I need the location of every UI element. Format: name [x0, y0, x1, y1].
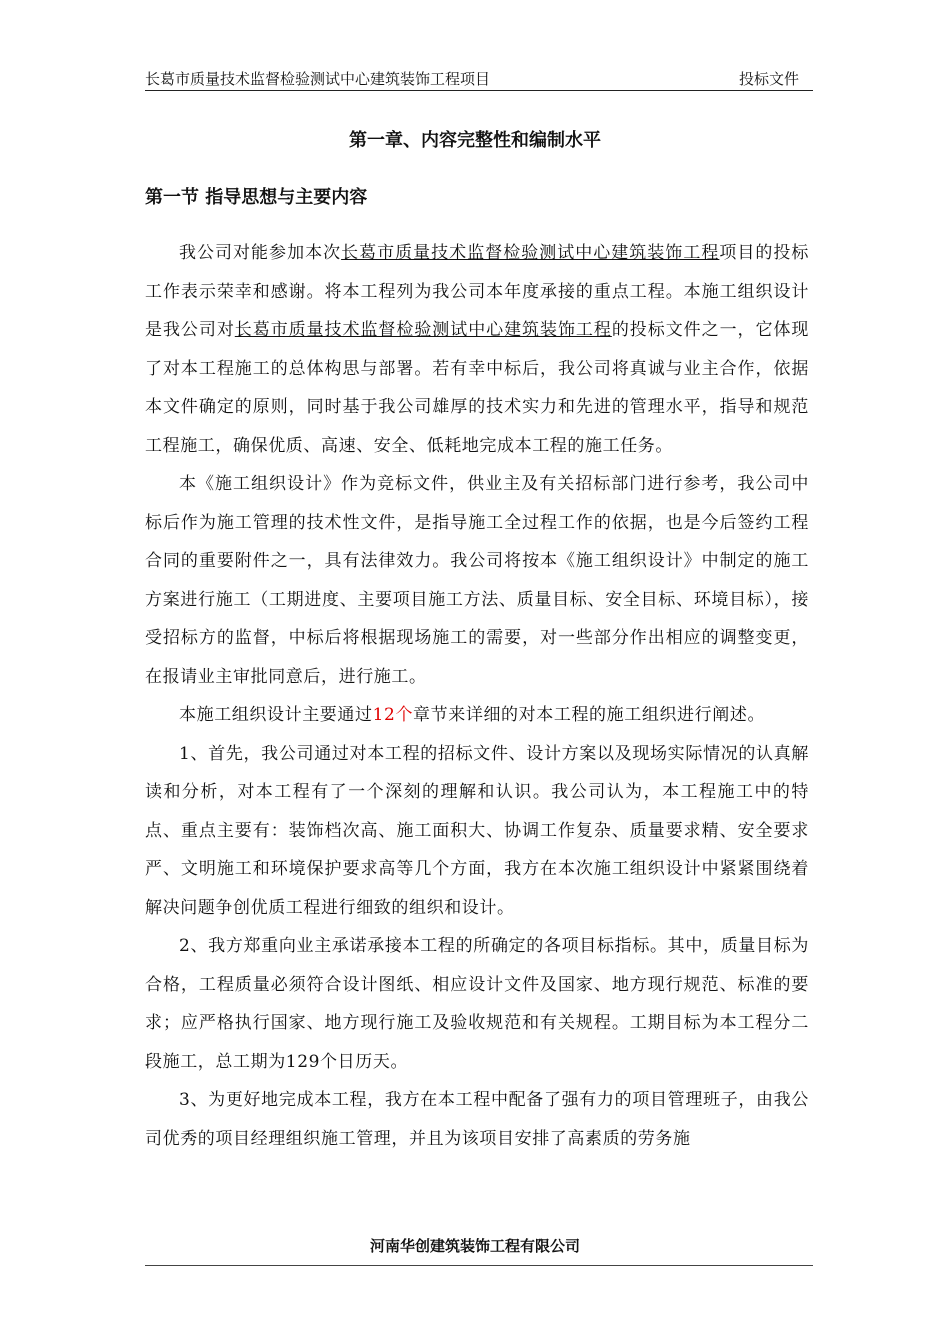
- paragraph-text: 我公司对能参加本次: [179, 243, 342, 263]
- chapter-count-highlight: 12个: [372, 705, 414, 725]
- paragraph-text: 项目的投标工作表示荣幸和感谢。将本工程列为我公司本年度承接的重点工程。本施工组织设计是我公司对: [145, 243, 810, 340]
- paragraph-item-1: 1、首先，我公司通过对本工程的招标文件、设计方案以及现场实际情况的认真解读和分析，对本工程有了一个深刻的理解和认识。我公司认为，本工程施工中的特点、重点主要有：装饰档次高、施工面积大、协调工作复杂、质量要求精、安全要求严、文明施工和环境保护要求高等几个方面，我方在本次施工组织设计中紧紧围绕着解决问题争创优质工程进行细致的组织和设计。: [145, 743, 809, 918]
- paragraph-intro: [145, 234, 809, 465]
- header-doc-type: 投标文件: [738, 70, 799, 88]
- paragraph-item-3: 3、为更好地完成本工程，我方在本工程中配备了强有力的项目管理班子，由我公司优秀的项目经理组织施工管理，并且为该项目安排了高素质的劳务施: [145, 1090, 809, 1149]
- project-name-underlined: 长葛市质量技术监督检验测试中心建筑装饰工程: [341, 243, 720, 263]
- chapter-title: 第一章、内容完整性和编制水平: [349, 130, 601, 151]
- paragraph-chapter-count: [145, 696, 809, 735]
- paragraph-text: 章节来详细的对本工程的施工组织进行阐述。: [413, 705, 766, 725]
- page-header: [145, 68, 813, 91]
- section-title: 第一节 指导思想与主要内容: [145, 187, 368, 208]
- header-project-name: 长葛市质量技术监督检验测试中心建筑装饰工程项目: [145, 70, 491, 88]
- paragraph-item-2: 2、我方郑重向业主承诺承接本工程的所确定的各项目标指标。其中，质量目标为合格，工程质量必须符合设计图纸、相应设计文件及国家、地方现行规范、标准的要求；应严格执行国家、地方现行施工及验收规范和有关规程。工期目标为本工程分二段施工，总工期为129个日历天。: [145, 936, 809, 1072]
- paragraph-text: 的投标文件之一，它体现了对本工程施工的总体构思与部署。若有幸中标后，我公司将真诚与业主合作，依据本文件确定的原则，同时基于我公司雄厚的技术实力和先进的管理水平，指导和规范工程施工，确保优质、高速、安全、低耗地完成本工程的施工任务。: [145, 320, 809, 456]
- project-name-underlined: 长葛市质量技术监督检验测试中心建筑装饰工程: [234, 320, 612, 340]
- paragraph-text: 本施工组织设计主要通过: [179, 705, 373, 725]
- footer-company-name: 河南华创建筑装饰工程有限公司: [369, 1237, 580, 1255]
- footer-divider: [145, 1265, 813, 1266]
- document-body: [145, 234, 809, 1158]
- paragraph-design-purpose: 本《施工组织设计》作为竞标文件，供业主及有关招标部门进行参考，我公司中标后作为施工管理的技术性文件，是指导施工全过程工作的依据，也是今后签约工程合同的重要附件之一，具有法律效力。我公司将按本《施工组织设计》中制定的施工方案进行施工（工期进度、主要项目施工方法、质量目标、安全目标、环境目标），接受招标方的监督，中标后将根据现场施工的需要，对一些部分作出相应的调整变更，在报请业主审批同意后，进行施工。: [145, 474, 809, 687]
